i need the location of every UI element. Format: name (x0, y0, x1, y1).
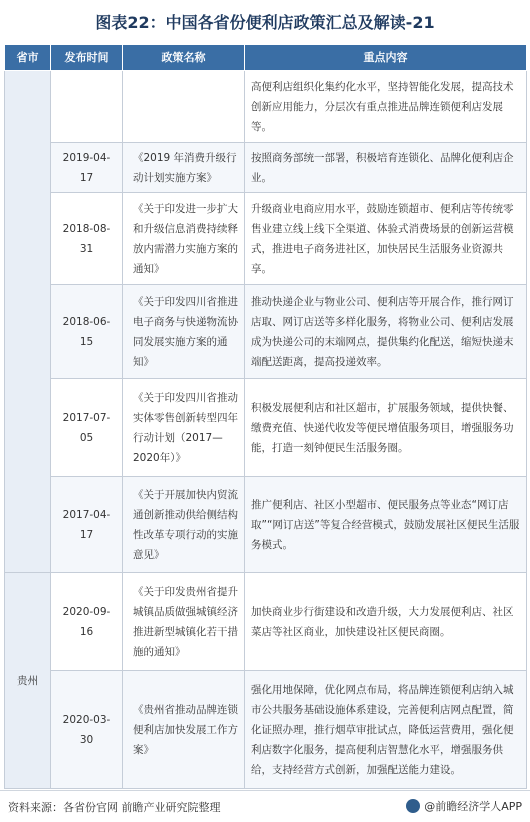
date-cell: 2017-07-05 (51, 379, 123, 477)
policy-name-cell: 《关于开展加快内贸流通创新推动供给侧结构性改革专项行动的实施意见》 (123, 477, 245, 573)
source-note: 资料来源：各省份官网 前瞻产业研究院整理 (8, 801, 221, 814)
content-cell: 高便利店组织化集约化水平，坚持智能化发展，提高技术创新应用能力，分层次有重点推进品牌连锁便利店发展等。 (245, 71, 527, 143)
policy-name-cell: 《关于印发四川省推进电子商务与快递物流协同发展实施方案的通知》 (123, 285, 245, 379)
content-cell: 推广便利店、社区小型超市、便民服务点等业态“网订店取”“网订店送”等复合经营模式，鼓励发展社区便民生活服务模式。 (245, 477, 527, 573)
policy-name-cell: 《2019 年消费升级行动计划实施方案》 (123, 143, 245, 193)
header-province: 省市 (5, 45, 51, 71)
brand-credit (406, 798, 522, 814)
policy-name-cell: 《关于印发四川省推动实体零售创新转型四年行动计划（2017—2020年）》 (123, 379, 245, 477)
content-cell: 加快商业步行街建设和改造升级，大力发展便利店、社区菜店等社区商业，加快建设社区便民商圈。 (245, 573, 527, 671)
province-cell-guizhou: 贵州 (5, 573, 51, 789)
content-cell: 强化用地保障，优化网点布局，将品牌连锁便利店纳入城市公共服务基础设施体系建设，完善便利店网点配置，简化证照办理，推行烟草审批试点，降低运营费用，强化便利店数字化服务，提高便利店智慧化水平，增强服务供给，支持经营方式创新，加强配送能力建设。 (245, 671, 527, 789)
date-cell: 2020-03-30 (51, 671, 123, 789)
table-row (5, 193, 527, 285)
policy-name-cell (123, 71, 245, 143)
content-cell: 积极发展便利店和社区超市，扩展服务领域，提供快餐、缴费充值、快递代收发等便民增值服务项目，增强服务功能，打造一刻钟便民生活服务圈。 (245, 379, 527, 477)
policy-name-cell: 《贵州省推动品牌连锁便利店加快发展工作方案》 (123, 671, 245, 789)
table-row (5, 143, 527, 193)
policy-name-cell: 《关于印发贵州省提升城镇品质做强城镇经济推进新型城镇化若干措施的通知》 (123, 573, 245, 671)
brand-label: @前瞻经济学人APP (424, 800, 522, 813)
policy-table (4, 44, 527, 789)
table-row (5, 285, 527, 379)
date-cell: 2018-08-31 (51, 193, 123, 285)
content-cell: 升级商业电商应用水平，鼓励连锁超市、便利店等传统零售业建立线上线下全渠道、体验式消费场景的创新运营模式，推进电子商务进社区，加快居民生活服务业资源共享。 (245, 193, 527, 285)
header-date: 发布时间 (51, 45, 123, 71)
content-cell: 推动快递企业与物业公司、便利店等开展合作，推行网订店取、网订店送等多样化服务，将物业公司、便利店发展成为快递公司的末端网点，提供集约化配送，缩短快递末端配送距离，提高投递效率。 (245, 285, 527, 379)
date-cell: 2019-04-17 (51, 143, 123, 193)
province-cell (5, 71, 51, 573)
table-row (5, 379, 527, 477)
policy-name-cell: 《关于印发进一步扩大和升级信息消费持续释放内需潜力实施方案的通知》 (123, 193, 245, 285)
header-policy-name: 政策名称 (123, 45, 245, 71)
brand-logo-icon (406, 799, 420, 813)
date-cell: 2017-04-17 (51, 477, 123, 573)
footer (0, 790, 530, 820)
date-cell: 2018-06-15 (51, 285, 123, 379)
table-row (5, 71, 527, 143)
header-key-content: 重点内容 (245, 45, 527, 71)
content-cell: 按照商务部统一部署，积极培育连锁化、品牌化便利店企业。 (245, 143, 527, 193)
page-title: 图表22：中国各省份便利店政策汇总及解读-21 (95, 13, 435, 32)
date-cell (51, 71, 123, 143)
table-row (5, 573, 527, 671)
table-row (5, 477, 527, 573)
date-cell: 2020-09-16 (51, 573, 123, 671)
table-row (5, 671, 527, 789)
table-header-row (5, 45, 527, 71)
